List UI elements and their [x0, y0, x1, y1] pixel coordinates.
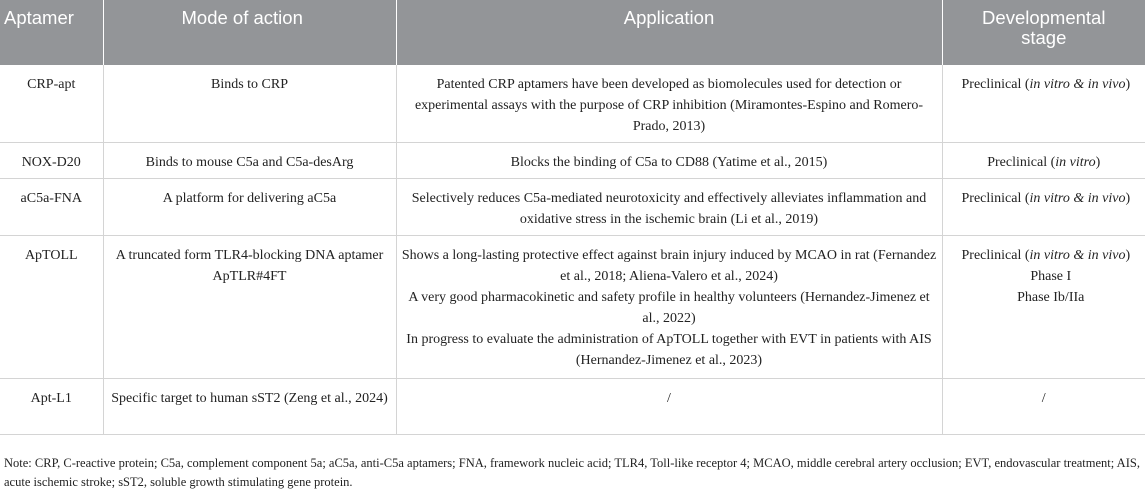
- table-row: [0, 65, 1145, 142]
- stage-suffix: ): [1125, 247, 1131, 263]
- table-row: [0, 142, 1145, 178]
- cell-application: Selectively reduces C5a-mediated neurotoxicity and effectively alleviates inflammation and oxidative stress in the ischemic brain (Li et al., 2019): [396, 178, 942, 235]
- application-item: In progress to evaluate the administration of ApTOLL together with EVT in patients with AIS (Hernandez-Jimenez et al., 2023): [406, 331, 932, 368]
- cell-mode: Binds to CRP: [103, 65, 396, 142]
- cell-aptamer: Apt-L1: [0, 378, 103, 434]
- table-row: [0, 378, 1145, 434]
- stage-italic: in vitro: [1055, 154, 1096, 170]
- table-row: [0, 235, 1145, 378]
- stage-prefix: Preclinical (: [961, 247, 1030, 263]
- stage-prefix: Preclinical (: [961, 190, 1030, 206]
- cell-aptamer: ApTOLL: [0, 235, 103, 378]
- cell-stage: [942, 178, 1145, 235]
- cell-stage: /: [942, 378, 1145, 434]
- header-application: Application: [396, 0, 942, 65]
- header-aptamer: Aptamer: [0, 0, 103, 65]
- cell-mode: A platform for delivering aC5a: [103, 178, 396, 235]
- cell-stage: [942, 65, 1145, 142]
- stage-suffix: ): [1125, 77, 1131, 92]
- cell-application: [396, 235, 942, 378]
- stage-phase: Phase I: [1030, 268, 1072, 284]
- header-developmental-stage: [942, 0, 1145, 65]
- header-stage-line1: Developmental: [982, 7, 1106, 28]
- stage-italic: in vitro & in vivo: [1029, 190, 1126, 206]
- cell-aptamer: CRP-apt: [0, 65, 103, 142]
- stage-suffix: ): [1095, 154, 1101, 170]
- table-footnote: Note: CRP, C-reactive protein; C5a, complement component 5a; aC5a, anti-C5a aptamers; FNA, framework nucleic acid; TLR4, Toll-like receptor 4; MCAO, middle cerebral artery occlusion; EVT, endovascular treatment; AIS, acute ischemic stroke; sST2, soluble growth stimulating gene protein.: [4, 456, 1140, 489]
- stage-suffix: ): [1125, 190, 1131, 206]
- cell-mode: Binds to mouse C5a and C5a-desArg: [103, 142, 396, 178]
- application-item: A very good pharmacokinetic and safety profile in healthy volunteers (Hernandez-Jimenez et al., 2022): [408, 289, 930, 326]
- application-item: Shows a long-lasting protective effect against brain injury induced by MCAO in rat (Fernandez et al., 2018; Aliena-Valero et al., 2024): [401, 247, 937, 284]
- cell-mode: Specific target to human sST2 (Zeng et al., 2024): [103, 378, 396, 434]
- cell-application: Blocks the binding of C5a to CD88 (Yatime et al., 2015): [396, 142, 942, 178]
- cell-stage: [942, 235, 1145, 378]
- stage-italic: in vitro & in vivo: [1029, 77, 1126, 92]
- stage-phase: Phase Ib/IIa: [1017, 289, 1085, 305]
- header-stage-line2: stage: [1021, 27, 1067, 48]
- cell-mode: A truncated form TLR4-blocking DNA aptamer ApTLR#4FT: [103, 235, 396, 378]
- cell-application: /: [396, 378, 942, 434]
- stage-prefix: Preclinical (: [961, 77, 1030, 92]
- stage-prefix: Preclinical (: [987, 154, 1056, 170]
- cell-application: Patented CRP aptamers have been developed as biomolecules used for detection or experimental assays with the purpose of CRP inhibition (Miramontes-Espino and Romero-Prado, 2013): [396, 65, 942, 142]
- header-mode-of-action: Mode of action: [103, 0, 396, 65]
- header-row: [0, 0, 1145, 65]
- cell-stage: [942, 142, 1145, 178]
- table-row: [0, 178, 1145, 235]
- stage-italic: in vitro & in vivo: [1029, 247, 1126, 263]
- cell-aptamer: NOX-D20: [0, 142, 103, 178]
- cell-aptamer: aC5a-FNA: [0, 178, 103, 235]
